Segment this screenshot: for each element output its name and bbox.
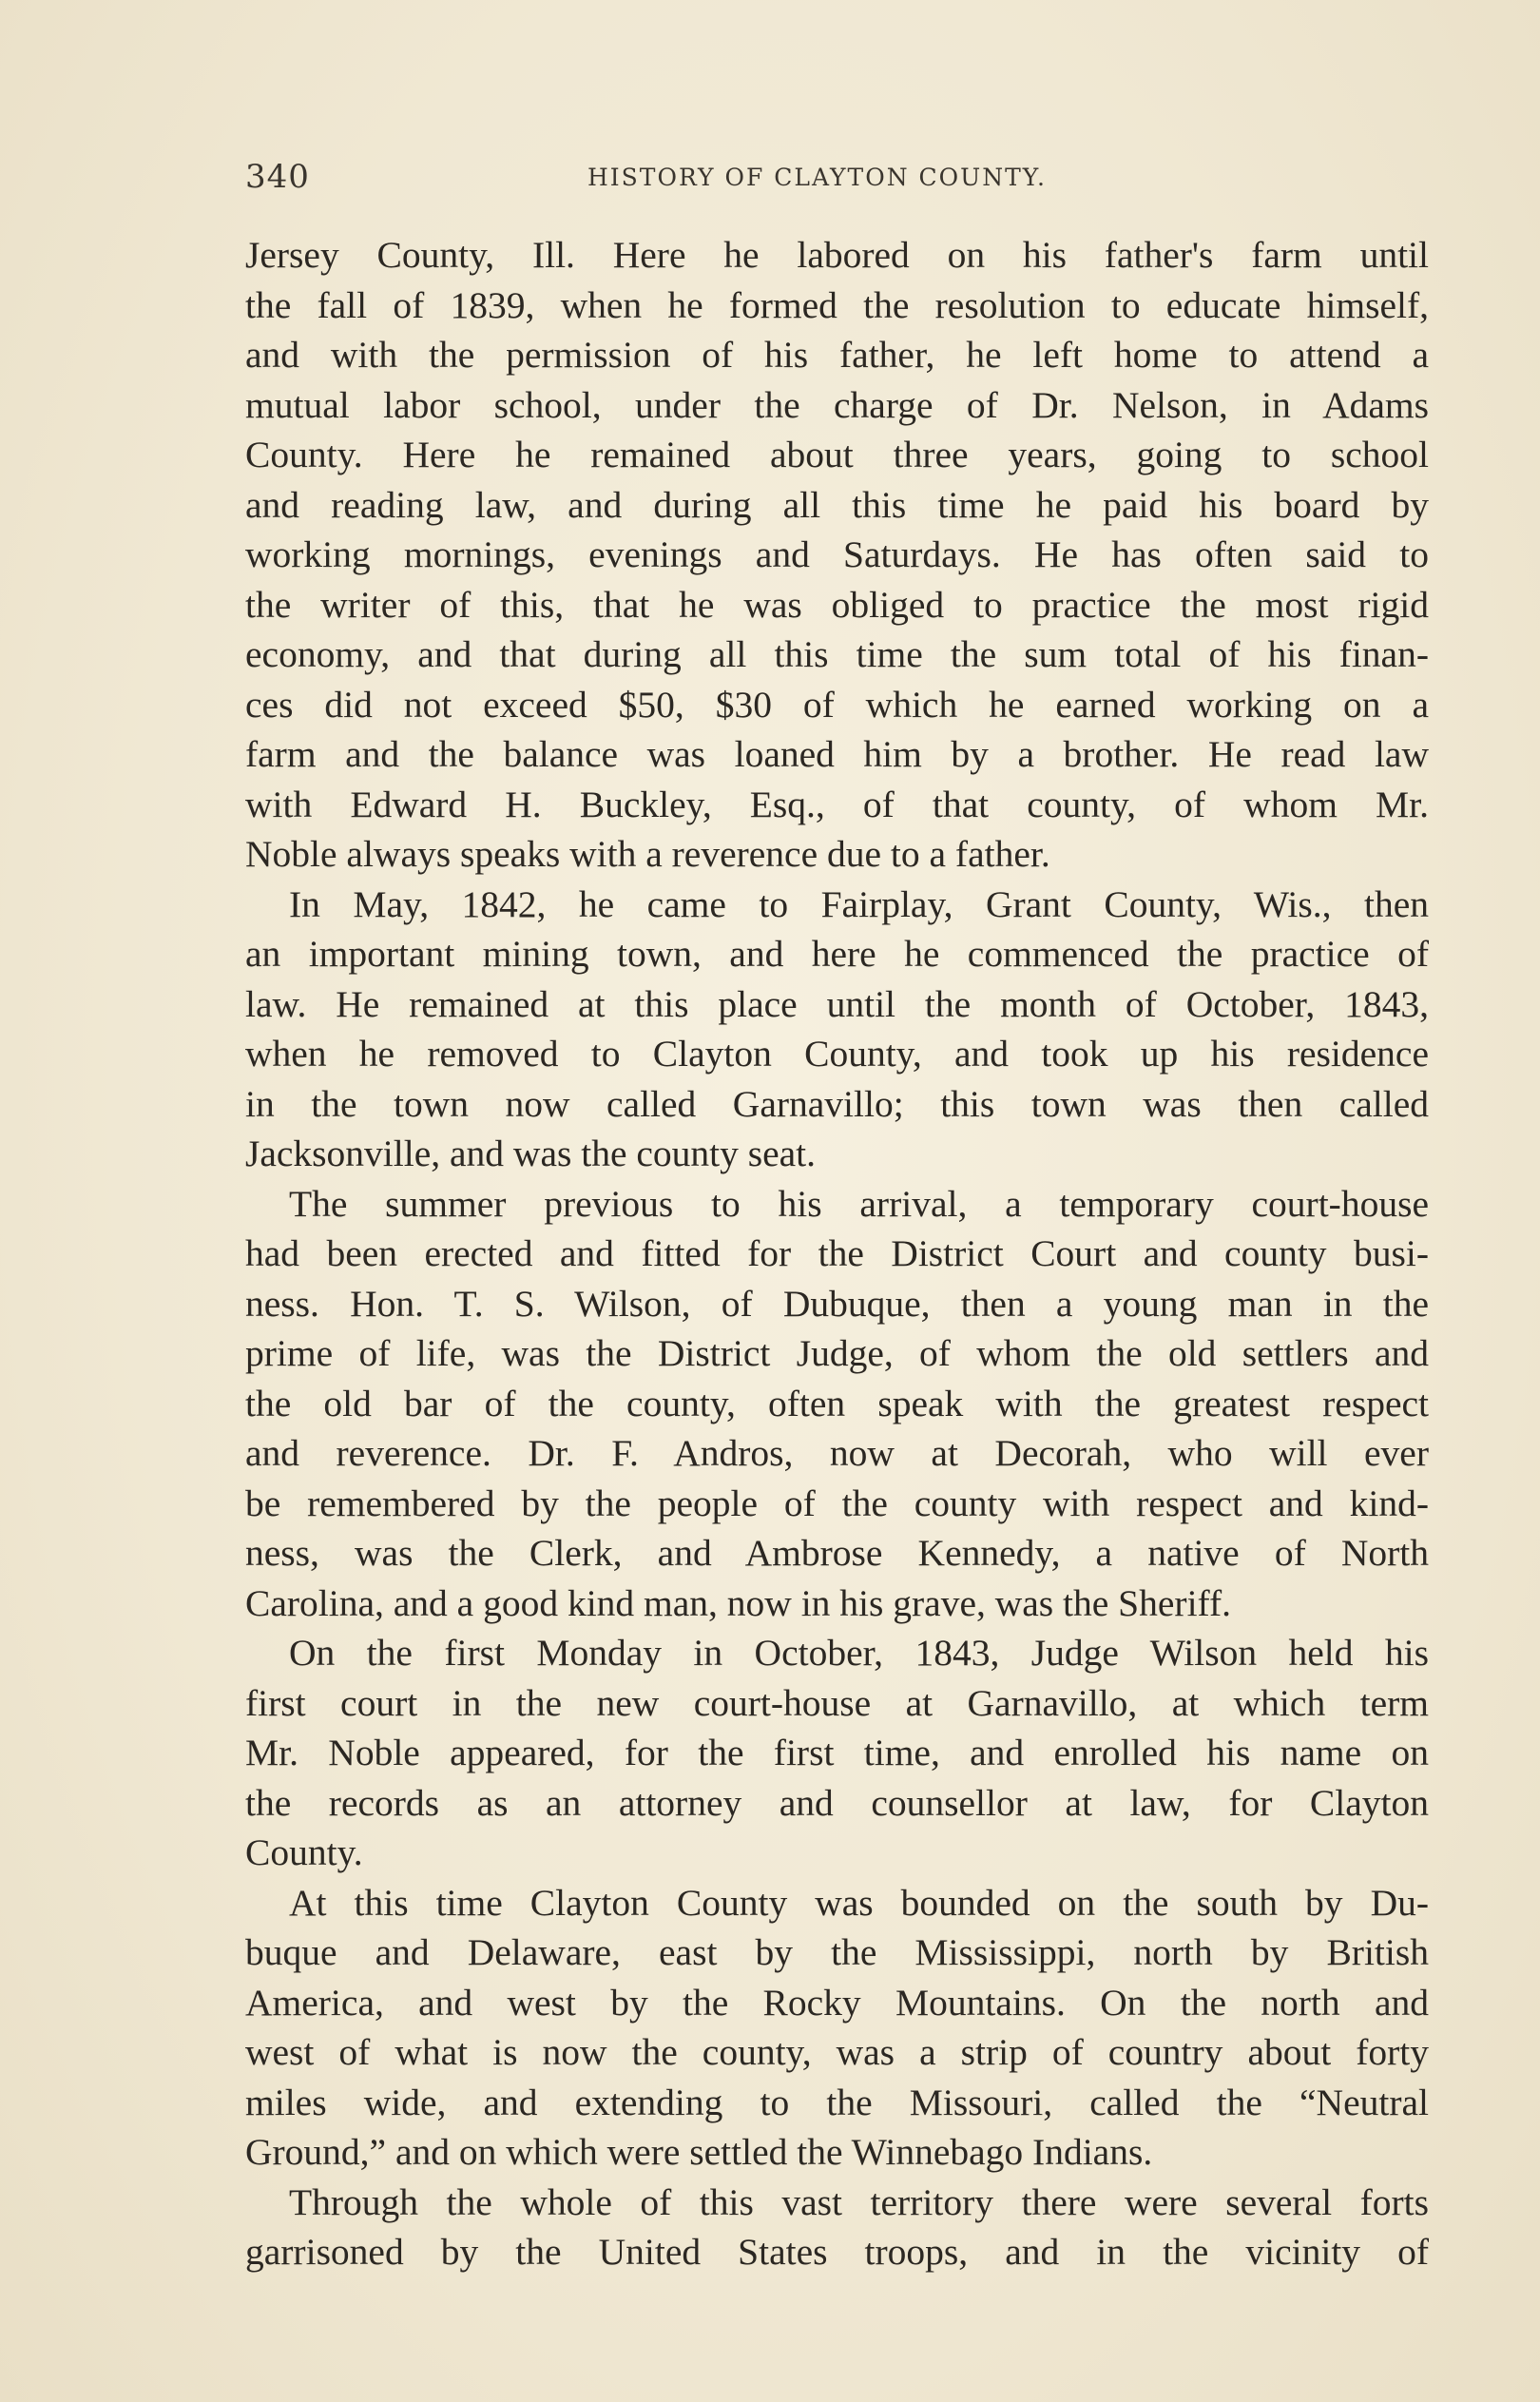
text-line: Jersey County, Ill. Here he labored on his father's farm until [245,234,1429,276]
text-line: in the town now called Garnavillo; this town was then called [245,1082,1429,1125]
text-line: when he removed to Clayton County, and took up his residence [245,1033,1429,1075]
text-line: had been erected and fitted for the District Court and county busi- [245,1232,1429,1274]
text-line: On the first Monday in October, 1843, Judge Wilson held his [289,1632,1429,1674]
paragraph [245,1179,1429,1629]
text-line: America, and west by the Rocky Mountains. On the north and [245,1981,1429,2024]
text-line: Ground,” and on which were settled the Winnebago Indians. [245,2131,1153,2173]
text-line: ness, was the Clerk, and Ambrose Kennedy, a native of North [245,1532,1429,1574]
text-line: the writer of this, that he was obliged to practice the most rigid [245,583,1429,626]
body-text [245,230,1429,2277]
text-line: first court in the new court-house at Garnavillo, at which term [245,1681,1429,1724]
text-line: buque and Delaware, east by the Mississippi, north by British [245,1931,1429,1973]
text-line: law. He remained at this place until the month of October, 1843, [245,982,1429,1025]
text-line: the records as an attorney and counsellor at law, for Clayton [245,1781,1429,1824]
text-line: Noble always speaks with a reverence due to a father. [245,833,1050,875]
text-line: County. Here he remained about three years, going to school [245,434,1429,475]
text-line: with Edward H. Buckley, Esq., of that county, of whom Mr. [245,783,1429,825]
text-line: and reading law, and during all this time he paid his board by [245,483,1429,526]
text-line: At this time Clayton County was bounded on the south by Du- [289,1881,1429,1924]
text-line: prime of life, was the District Judge, of whom the old settlers and [245,1332,1429,1374]
text-line: the old bar of the county, often speak with the greatest respect [245,1382,1429,1424]
text-line: mutual labor school, under the charge of Dr. Nelson, in Adams [245,383,1429,426]
running-head: HISTORY OF CLAYTON COUNTY. [587,164,1048,191]
paragraph [245,1878,1429,2178]
text-line: miles wide, and extending to the Missouri, called the “Neutral [245,2081,1429,2123]
page-header [245,158,1429,205]
paragraph [245,230,1429,880]
text-line: economy, and that during all this time the sum total of his finan- [245,633,1429,675]
text-line: Jacksonville, and was the county seat. [245,1133,817,1174]
paragraph [245,2178,1429,2277]
text-line: west of what is now the county, was a strip of country about forty [245,2031,1429,2073]
text-line: garrisoned by the United States troops, and in the vicinity of [245,2231,1429,2273]
text-line: Mr. Noble appeared, for the first time, and enrolled his name on [245,1732,1429,1773]
text-line: The summer previous to his arrival, a temporary court-house [289,1182,1429,1225]
text-line: working mornings, evenings and Saturdays. He has often said to [245,533,1429,575]
text-line: Carolina, and a good kind man, now in his grave, was the Sheriff. [245,1581,1232,1624]
page-number: 340 [245,158,310,196]
text-line: be remembered by the people of the county with respect and kind- [245,1482,1429,1524]
text-line: an important mining town, and here he commenced the practice of [245,933,1429,975]
text-line: ces did not exceed $50, $30 of which he earned working on a [245,683,1429,726]
paragraph [245,880,1429,1179]
text-line: Through the whole of this vast territory there were several forts [289,2180,1429,2223]
text-line: In May, 1842, he came to Fairplay, Grant County, Wis., then [289,882,1429,925]
paragraph [245,1628,1429,1878]
text-line: ness. Hon. T. S. Wilson, of Dubuque, then a young man in the [245,1282,1429,1325]
text-line: the fall of 1839, when he formed the resolution to educate himself, [245,283,1429,326]
text-line: and with the permission of his father, he left home to attend a [245,334,1429,376]
text-line: County. [245,1831,363,1873]
text-line: and reverence. Dr. F. Andros, now at Decorah, who will ever [245,1432,1429,1474]
text-line: farm and the balance was loaned him by a brother. He read law [245,733,1429,775]
